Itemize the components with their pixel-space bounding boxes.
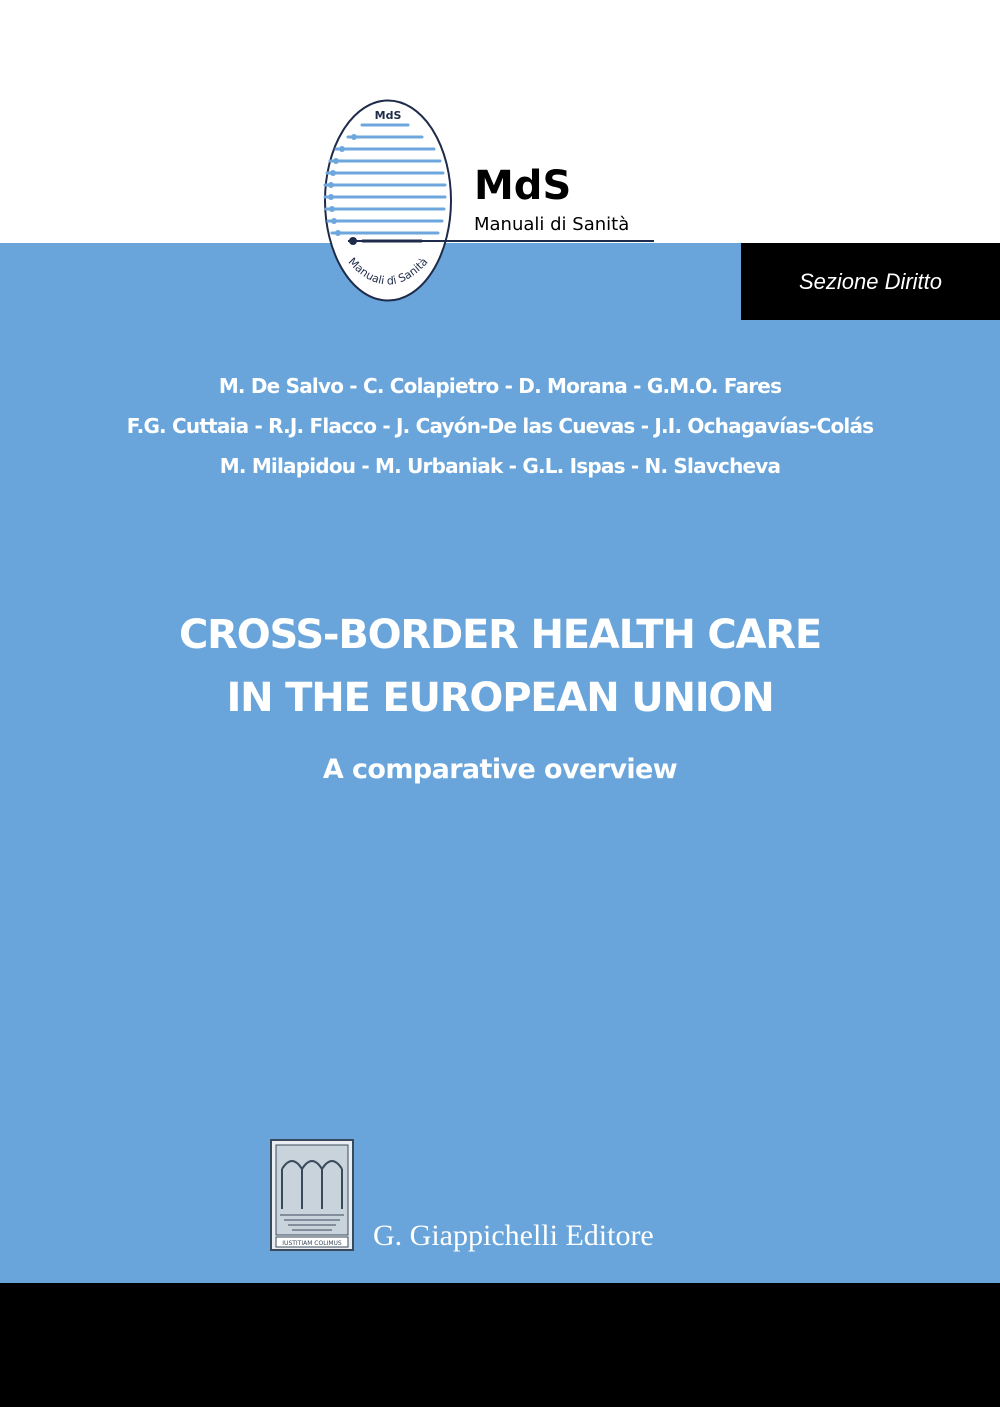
authors: [0, 366, 1000, 486]
authors-line: M. De Salvo - C. Colapietro - D. Morana - G.M.O. Fares: [218, 374, 782, 398]
publisher-emblem-icon: [270, 1139, 354, 1251]
svg-text:MdS: MdS: [374, 109, 402, 122]
section-label: Sezione Diritto: [798, 268, 943, 294]
series-name: Manuali di Sanità: [474, 214, 630, 235]
title-line: CROSS-BORDER HEALTH CARE: [178, 612, 822, 658]
bottom-band: [0, 1283, 1000, 1407]
series-abbr: MdS: [474, 163, 572, 209]
mds-logo-emblem: [322, 97, 454, 304]
emblem-motto: IUSTITIAM COLIMUS: [282, 1240, 342, 1247]
publisher-name: G. Giappichelli Editore: [373, 1219, 654, 1252]
authors-line: M. Milapidou - M. Urbaniak - G.L. Ispas - N. Slavcheva: [219, 454, 781, 478]
book-subtitle: A comparative overview: [322, 754, 678, 785]
book-title: [0, 604, 1000, 730]
series-block: [474, 164, 629, 235]
section-tab: [741, 243, 1000, 320]
title-line: IN THE EUROPEAN UNION: [226, 675, 774, 721]
series-rule: [348, 240, 654, 242]
authors-line: F.G. Cuttaia - R.J. Flacco - J. Cayón-De las Cuevas - J.I. Ochagavías-Colás: [126, 414, 874, 438]
logo-ring-text: Manuali di Sanità: [345, 255, 431, 288]
